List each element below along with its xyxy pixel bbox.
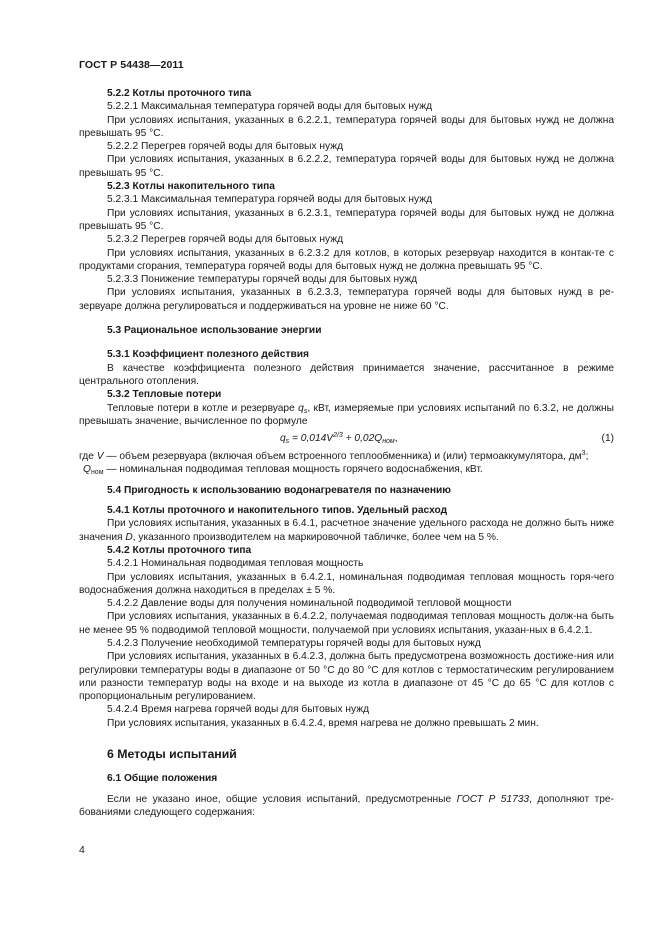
section-5-2-2-heading: 5.2.2 Котлы проточного типа bbox=[107, 88, 252, 99]
page-number: 4 bbox=[79, 844, 85, 856]
section-5-4-2-3-text: При условиях испытания, указанных в 6.4.2.3, должна быть предусмотрена возможность достиже-ния или регулировки температуры воды в диапазоне от 50 °С до 80 °С для котлов с термостатическим регулированием или разности температур воды на входе и на выходе из котла в диапазоне от 45 °С до 65 °С для котлов с пропорциональным регулированием. bbox=[79, 651, 614, 703]
formula-1 bbox=[79, 428, 614, 450]
section-5-4-heading: 5.4 Пригодность к использованию водонагревателя по назначению bbox=[107, 484, 451, 496]
section-5-2-3-3-title: 5.2.3.3 Понижение температуры горячей воды для бытовых нужд bbox=[107, 274, 418, 286]
formula-definitions bbox=[79, 450, 614, 477]
section-5-2-3-heading: 5.2.3 Котлы накопительного типа bbox=[107, 181, 275, 193]
section-5-3-heading: 5.3 Рациональное использование энергии bbox=[107, 325, 322, 337]
section-5-4-2-3-title: 5.4.2.3 Получение необходимой температуры горячей воды для бытовых нужд bbox=[107, 637, 481, 649]
section-5-3-2-heading: 5.3.2 Тепловые потери bbox=[107, 389, 222, 401]
section-5-3-2-text: Тепловые потери в котле и резервуаре $q_s$, кВт, измеряемые при условиях испытаний по 6.3.2, не должны превышать значение, вычисленное по формуле bbox=[79, 402, 614, 427]
section-6-1-heading: 6.1 Общие положения bbox=[107, 773, 218, 785]
standard-reference: ГОСТ Р 51733 bbox=[456, 793, 530, 805]
section-5-4-2-1-title: 5.4.2.1 Номинальная подводимая тепловая мощность bbox=[107, 558, 364, 570]
section-5-4-2-4-text: При условиях испытания, указанных в 6.4.2.4, время нагрева не должно превышать 2 мин. bbox=[107, 717, 539, 729]
definition-v: где V — объем резервуара (включая объем встроенного теплообменника) и (или) термоаккумулятора, $дм^3$; bbox=[79, 450, 589, 463]
section-5-2-3-1-title: 5.2.3.1 Максимальная температура горячей воды для бытовых нужд bbox=[107, 194, 433, 206]
section-5-4-2-4-title: 5.4.2.4 Время нагрева горячей воды для бытовых нужд bbox=[107, 704, 370, 716]
section-5-2-3-2-text: При условиях испытания, указанных в 6.2.3.2 для котлов, в которых резервуар находится в контак-те с продуктами сгорания, температура горячей воды для бытовых нужд не должна превышать 95 °С. bbox=[79, 247, 614, 272]
section-5-4-2-2-text: При условиях испытания, указанных в 6.4.2.2, получаемая подводимая тепловая мощность долж-на быть не менее 95 % подводимой тепловой мощности, получаемой при условиях испытания, указан-ных в 6.4.2.1. bbox=[79, 611, 614, 636]
section-6-heading: 6 Методы испытаний bbox=[107, 747, 237, 762]
section-5-4-1-heading: 5.4.1 Котлы проточного и накопительного типов. Удельный расход bbox=[107, 505, 448, 517]
document-body bbox=[79, 87, 614, 819]
section-6-1-text: Если не указано иное, общие условия испытаний, предусмотренные ГОСТ Р 51733, дополняют тре-бованиями следующего содержания: bbox=[79, 793, 614, 818]
section-5-3-1-heading: 5.3.1 Коэффициент полезного действия bbox=[107, 349, 309, 361]
definition-q-nom: $Q_{ном}$ — номинальная подводимая тепловая мощность горячего водоснабжения, кВт. bbox=[83, 464, 483, 477]
section-5-2-2-2-title: 5.2.2.2 Перегрев горячей воды для бытовых нужд bbox=[107, 141, 344, 153]
section-5-4-1-text: При условиях испытания, указанных в 6.4.1, расчетное значение удельного расхода не должно быть ниже значения D, указанного производителем на маркировочной табличке, более чем на 5 %. bbox=[79, 518, 614, 543]
formula-number: (1) bbox=[601, 433, 614, 445]
section-5-4-2-2-title: 5.4.2.2 Давление воды для получения номинальной подводимой тепловой мощности bbox=[107, 598, 512, 610]
document-header: ГОСТ Р 54438—2011 bbox=[79, 59, 184, 71]
symbol-qs: $q_s$ bbox=[298, 402, 308, 415]
formula-expression: $q_s = 0,014V^{2/3} + 0,02Q_{ном}$, bbox=[280, 432, 398, 446]
section-5-4-2-heading: 5.4.2 Котлы проточного типа bbox=[107, 544, 252, 556]
section-5-4-2-1-text: При условиях испытания, указанных в 6.4.2.1, номинальная подводимая тепловая мощность горя-чего водоснабжения должна находиться в пределах ± 5 %. bbox=[79, 571, 614, 596]
section-5-2-2-1-title: 5.2.2.1 Максимальная температура горячей воды для бытовых нужд bbox=[107, 101, 433, 113]
section-5-2-2-2-text: При условиях испытания, указанных в 6.2.2.2, температура горячей воды для бытовых нужд не должна превышать 95 °С. bbox=[79, 154, 614, 179]
section-5-3-1-text: В качестве коэффициента полезного действия принимается значение, рассчитанное в режиме центрального отопления. bbox=[79, 362, 614, 387]
section-5-2-3-2-title: 5.2.3.2 Перегрев горячей воды для бытовых нужд bbox=[107, 234, 344, 246]
section-5-2-2-1-text: При условиях испытания, указанных в 6.2.2.1, температура горячей воды для бытовых нужд не должна превышать 95 °С. bbox=[79, 114, 614, 139]
section-5-2-3-3-text: При условиях испытания, указанных в 6.2.3.3, температура горячей воды для бытовых нужд в ре-зервуаре должна регулироваться и поддерживаться на уровне не ниже 60 °С. bbox=[79, 287, 614, 312]
section-5-2-3-1-text: При условиях испытания, указанных в 6.2.3.1, температура горячей воды для бытовых нужд не должна превышать 95 °С. bbox=[79, 207, 614, 232]
